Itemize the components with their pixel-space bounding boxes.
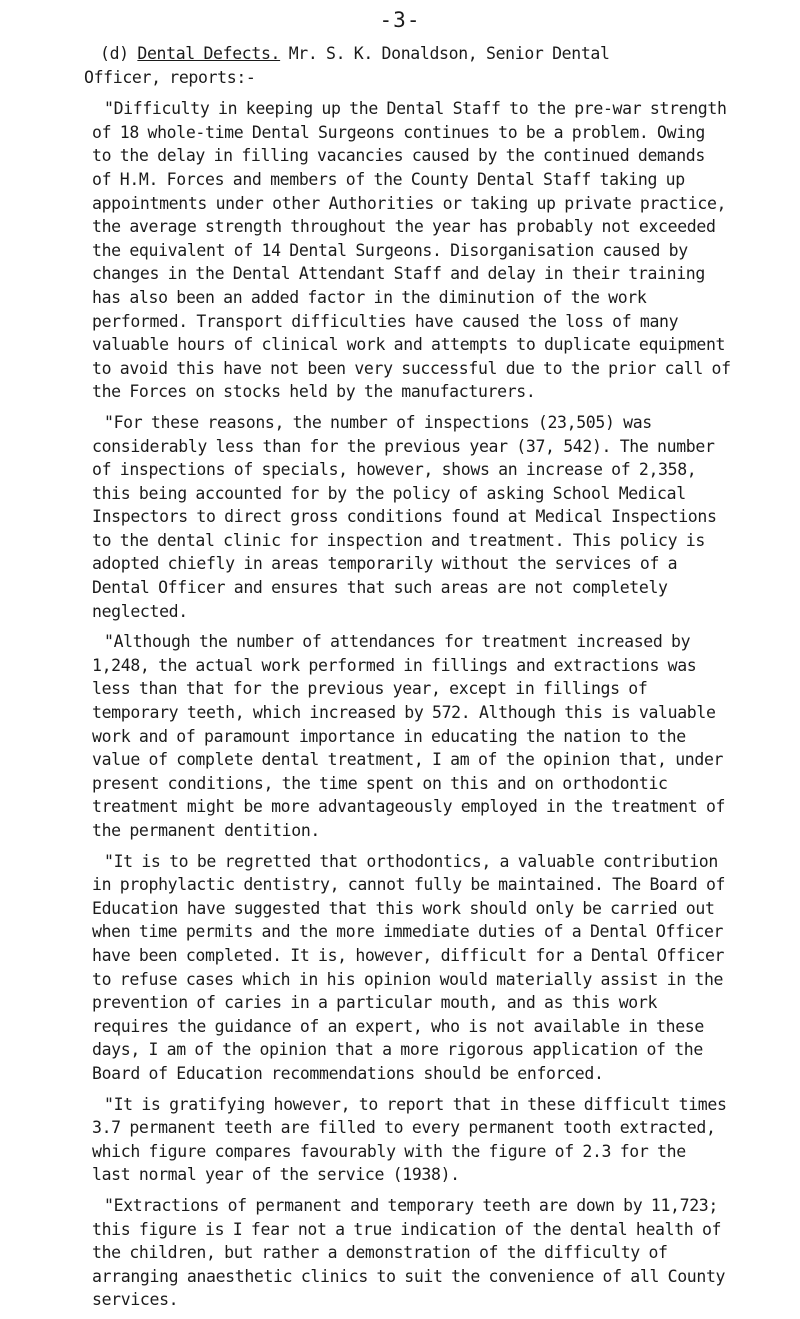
section-heading: [92, 42, 732, 66]
paragraph-staffing: "Difficulty in keeping up the Dental Staff to the pre-war strength of 18 whole-time Dental Surgeons continues to be a problem. Owing to the delay in filling vacancies caused by the continued demands of H.M. Forces and members of the County Dental Staff taking up appointments under other Authorities or taking up private practice, the average strength throughout the year has probably not exceeded the equivalent of 14 Dental Surgeons. Disorganisation caused by changes in the Dental Attendant Staff and delay in their training has also been an added factor in the diminution of the work performed. Transport difficulties have caused the loss of many valuable hours of clinical work and attempts to duplicate equipment to avoid this have not been very successful due to the prior call of the Forces on stocks held by the manufacturers.: [92, 99, 731, 402]
document-body: [84, 42, 732, 1319]
paragraph-attendances: "Although the number of attendances for treatment increased by 1,248, the actual work performed in fillings and extractions was less than that for the previous year, except in fillings of temporary teeth, which increased by 572. Although this is valuable work and of paramount importance in educating the nation to the value of complete dental treatment, I am of the opinion that, under present conditions, the time spent on this and on orthodontic treatment might be more advantageously employed in the treatment of the permanent dentition.: [92, 632, 726, 840]
paragraph-fillings-ratio: "It is gratifying however, to report that in these difficult times 3.7 permanent teeth are filled to every permanent tooth extracted, which figure compares favourably with the figure of 2.3 for the last normal year of the service (1938).: [92, 1094, 727, 1185]
page-number: -3-: [379, 8, 421, 32]
section-attribution-continued: Officer, reports:-: [84, 67, 256, 87]
section-attribution: Mr. S. K. Donaldson, Senior Dental: [288, 44, 610, 63]
paragraph-extractions: "Extractions of permanent and temporary teeth are down by 11,723; this figure is I fear not a true indication of the dental health of the children, but rather a demonstration of the difficulty of arranging anaesthetic clinics to suit the convenience of all County services.: [92, 1195, 726, 1310]
section-title: Dental Defects.: [137, 44, 281, 63]
section-marker: (d): [100, 44, 129, 63]
paragraph-orthodontics: "It is to be regretted that orthodontics, a valuable contribution in prophylactic dentistry, cannot fully be maintained. The Board of Education have suggested that this work should only be carried out when time permits and the more immediate duties of a Dental Officer have been completed. It is, however, difficult for a Dental Officer to refuse cases which in his opinion would materially assist in the prevention of caries in a particular mouth, and as this work requires the guidance of an expert, who is not available in these days, I am of the opinion that a more rigorous application of the Board of Education recommendations should be enforced.: [92, 851, 726, 1083]
paragraph-inspections: "For these reasons, the number of inspections (23,505) was considerably less than for the previous year (37, 542). The number of inspections of specials, however, shows an increase of 2,358, this being accounted for by the policy of asking School Medical Inspectors to direct gross conditions found at Medical Inspections to the dental clinic for inspection and treatment. This policy is adopted chiefly in areas temporarily without the services of a Dental Officer and ensures that such areas are not completely neglected.: [92, 412, 717, 621]
